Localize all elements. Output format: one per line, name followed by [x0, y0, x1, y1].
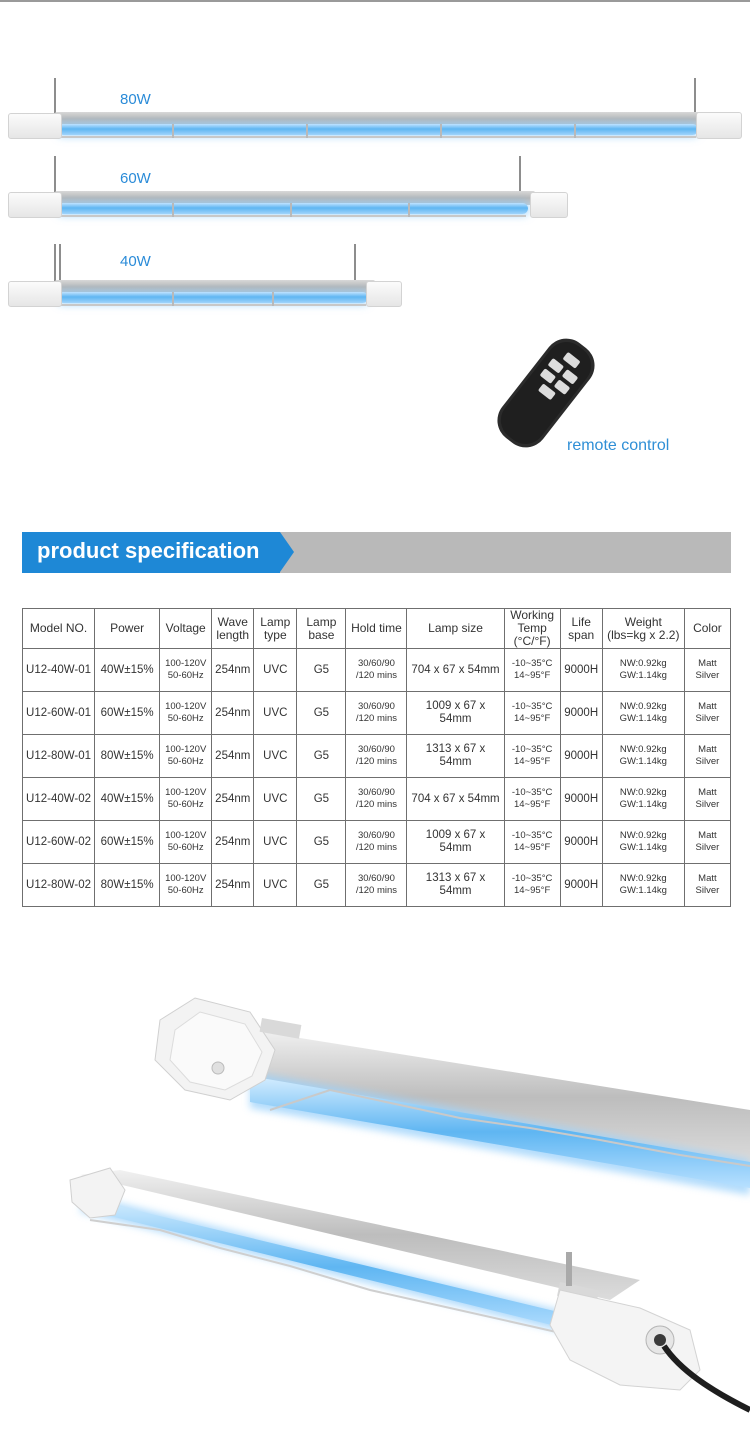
cell-size: 1313 x 67 x 54mm	[407, 864, 504, 907]
cell-color: Matt Silver	[684, 821, 730, 864]
cell-temp: -10~35°C 14~95°F	[504, 778, 560, 821]
lamp-80w	[0, 0, 750, 150]
spec-title: product specification	[37, 538, 260, 563]
cell-life: 9000H	[560, 778, 602, 821]
cell-wave: 254nm	[212, 735, 254, 778]
cell-weight: NW:0.92kg GW:1.14kg	[602, 649, 684, 692]
lamp-60w-label: 60W	[120, 170, 151, 187]
cell-power: 40W±15%	[95, 778, 160, 821]
table-row	[23, 649, 731, 692]
table-row	[23, 778, 731, 821]
cell-weight: NW:0.92kg GW:1.14kg	[602, 778, 684, 821]
cell-hold: 30/60/90 /120 mins	[346, 735, 407, 778]
remote-control-label: remote control	[567, 437, 670, 454]
cell-color: Matt Silver	[684, 649, 730, 692]
cell-life: 9000H	[560, 692, 602, 735]
lamp-80w-label: 80W	[120, 91, 151, 108]
cell-voltage: 100-120V 50-60Hz	[160, 864, 212, 907]
cell-model: U12-60W-01	[23, 692, 95, 735]
header-wave: Wave length	[212, 609, 254, 649]
table-row	[23, 821, 731, 864]
cell-voltage: 100-120V 50-60Hz	[160, 649, 212, 692]
lower-fixture	[70, 1168, 750, 1410]
cell-weight: NW:0.92kg GW:1.14kg	[602, 821, 684, 864]
cell-hold: 30/60/90 /120 mins	[346, 692, 407, 735]
cell-wave: 254nm	[212, 778, 254, 821]
cell-color: Matt Silver	[684, 778, 730, 821]
product-photo	[0, 990, 750, 1441]
cell-wave: 254nm	[212, 821, 254, 864]
cell-size: 704 x 67 x 54mm	[407, 649, 504, 692]
cell-temp: -10~35°C 14~95°F	[504, 821, 560, 864]
cell-life: 9000H	[560, 735, 602, 778]
cell-type: UVC	[254, 864, 297, 907]
cell-base: G5	[297, 778, 346, 821]
table-row	[23, 735, 731, 778]
header-lamp-type: Lamp type	[254, 609, 297, 649]
spec-header-row	[23, 609, 731, 649]
cell-color: Matt Silver	[684, 735, 730, 778]
cell-wave: 254nm	[212, 692, 254, 735]
cell-power: 60W±15%	[95, 692, 160, 735]
cell-life: 9000H	[560, 649, 602, 692]
cell-base: G5	[297, 735, 346, 778]
cell-size: 1009 x 67 x 54mm	[407, 821, 504, 864]
cell-model: U12-60W-02	[23, 821, 95, 864]
cell-weight: NW:0.92kg GW:1.14kg	[602, 864, 684, 907]
lamp-40w	[0, 240, 750, 320]
cell-power: 80W±15%	[95, 864, 160, 907]
header-color: Color	[684, 609, 730, 649]
cell-power: 60W±15%	[95, 821, 160, 864]
cell-temp: -10~35°C 14~95°F	[504, 864, 560, 907]
cell-type: UVC	[254, 735, 297, 778]
cell-hold: 30/60/90 /120 mins	[346, 864, 407, 907]
header-lamp-base: Lamp base	[297, 609, 346, 649]
cell-hold: 30/60/90 /120 mins	[346, 778, 407, 821]
cell-base: G5	[297, 649, 346, 692]
cell-model: U12-80W-02	[23, 864, 95, 907]
cell-model: U12-40W-01	[23, 649, 95, 692]
cell-base: G5	[297, 864, 346, 907]
header-voltage: Voltage	[160, 609, 212, 649]
cell-voltage: 100-120V 50-60Hz	[160, 692, 212, 735]
upper-fixture	[155, 998, 750, 1195]
cell-size: 1009 x 67 x 54mm	[407, 692, 504, 735]
cell-size: 704 x 67 x 54mm	[407, 778, 504, 821]
header-lamp-size: Lamp size	[407, 609, 504, 649]
cell-type: UVC	[254, 821, 297, 864]
cell-wave: 254nm	[212, 864, 254, 907]
cell-type: UVC	[254, 649, 297, 692]
header-hold-time: Hold time	[346, 609, 407, 649]
header-weight: Weight (lbs=kg x 2.2)	[602, 609, 684, 649]
cell-hold: 30/60/90 /120 mins	[346, 649, 407, 692]
cell-color: Matt Silver	[684, 692, 730, 735]
table-row	[23, 864, 731, 907]
cell-model: U12-40W-02	[23, 778, 95, 821]
cell-base: G5	[297, 821, 346, 864]
lamp-60w	[0, 150, 750, 230]
spec-table	[22, 608, 731, 907]
header-power: Power	[95, 609, 160, 649]
cell-type: UVC	[254, 692, 297, 735]
header-temp: Working Temp (°C/°F)	[504, 609, 560, 649]
cell-color: Matt Silver	[684, 864, 730, 907]
cell-life: 9000H	[560, 821, 602, 864]
cell-voltage: 100-120V 50-60Hz	[160, 778, 212, 821]
header-model: Model NO.	[23, 609, 95, 649]
cell-temp: -10~35°C 14~95°F	[504, 735, 560, 778]
spec-banner	[22, 532, 731, 573]
cell-voltage: 100-120V 50-60Hz	[160, 821, 212, 864]
cell-power: 40W±15%	[95, 649, 160, 692]
cell-size: 1313 x 67 x 54mm	[407, 735, 504, 778]
cell-model: U12-80W-01	[23, 735, 95, 778]
cell-hold: 30/60/90 /120 mins	[346, 821, 407, 864]
header-life: Life span	[560, 609, 602, 649]
cell-temp: -10~35°C 14~95°F	[504, 692, 560, 735]
cell-life: 9000H	[560, 864, 602, 907]
cell-temp: -10~35°C 14~95°F	[504, 649, 560, 692]
cell-wave: 254nm	[212, 649, 254, 692]
remote-control-icon	[486, 337, 606, 449]
lamp-40w-label: 40W	[120, 253, 151, 270]
cell-type: UVC	[254, 778, 297, 821]
cell-voltage: 100-120V 50-60Hz	[160, 735, 212, 778]
cell-power: 80W±15%	[95, 735, 160, 778]
table-row	[23, 692, 731, 735]
cell-base: G5	[297, 692, 346, 735]
cell-weight: NW:0.92kg GW:1.14kg	[602, 692, 684, 735]
cell-weight: NW:0.92kg GW:1.14kg	[602, 735, 684, 778]
